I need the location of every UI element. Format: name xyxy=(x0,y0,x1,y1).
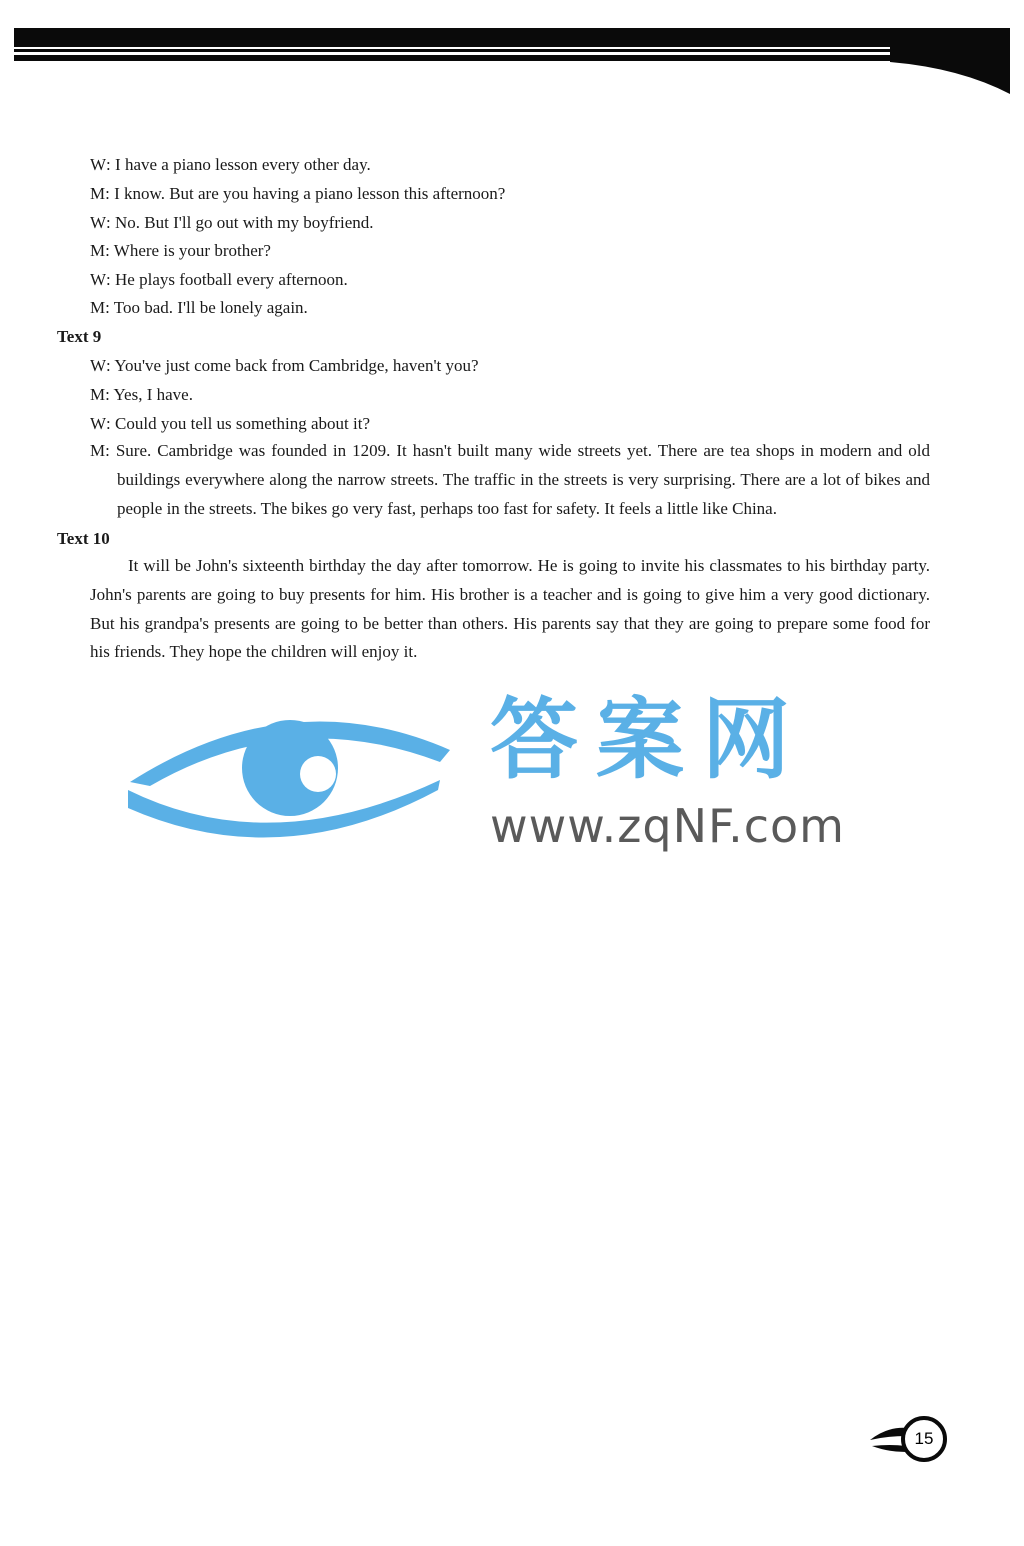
dialog-text: Too bad. I'll be lonely again. xyxy=(113,298,308,317)
dialog-text: I know. But are you having a piano lesson this afternoon? xyxy=(114,184,506,203)
speaker-label: W xyxy=(90,270,107,289)
dialog-line: W: You've just come back from Cambridge, haven't you? xyxy=(90,356,479,375)
speaker-label: M xyxy=(90,184,106,203)
dialog-text: I have a piano lesson every other day. xyxy=(115,155,371,174)
speaker-label: W xyxy=(90,414,107,433)
speaker-label: W xyxy=(90,213,107,232)
speaker-label: M xyxy=(90,441,106,460)
speaker-label: M xyxy=(90,385,106,404)
eye-logo-icon xyxy=(120,690,460,870)
dialog-line: W: I have a piano lesson every other day. xyxy=(90,155,371,174)
dialog-text: Where is your brother? xyxy=(113,241,271,260)
dialog-text: Sure. Cambridge was founded in 1209. It hasn't built many wide streets yet. There are tea shops in modern and old buildings everywhere along the narrow streets. The traffic in the streets is very surprising. There are a lot of bikes and people in the streets. The bikes go very fast, perhaps too fast for safety. It feels a little like China. xyxy=(115,441,930,518)
dialog-line: M: Where is your brother? xyxy=(90,241,271,260)
watermark-chinese: 答案网 xyxy=(490,688,809,791)
dialog-line: M: Yes, I have. xyxy=(90,385,193,404)
dialog-line: W: Could you tell us something about it? xyxy=(90,414,371,433)
text10-paragraph: It will be John's sixteenth birthday the day after tomorrow. He is going to invite his classmates to his birthday party. John's parents are going to buy presents for him. His brother is a teacher and is going to give him a very good dictionary. But his grandpa's presents are going to be better than others. His parents say that they are going to prepare some food for his friends. They hope the children will enjoy it. xyxy=(90,556,930,662)
dialog-text: He plays football every afternoon. xyxy=(115,270,348,289)
dialog-text: You've just come back from Cambridge, haven't you? xyxy=(114,356,479,375)
dialog-line: W: No. But I'll go out with my boyfriend. xyxy=(90,213,374,232)
dialog-line: M: Too bad. I'll be lonely again. xyxy=(90,298,308,317)
speaker-label: W xyxy=(90,356,107,375)
watermark xyxy=(120,690,880,870)
dialog-long-line: M: Sure. Cambridge was founded in 1209. It hasn't built many wide streets yet. There are tea shops in modern and old buildings everywhere along the narrow streets. The traffic in the streets is very surprising. There are a lot of bikes and people in the streets. The bikes go very fast, perhaps too fast for safety. It feels a little like China. xyxy=(90,441,930,518)
speaker-label: M xyxy=(90,241,106,260)
dialog-line: W: He plays football every afternoon. xyxy=(90,270,348,289)
dialog-text: No. But I'll go out with my boyfriend. xyxy=(115,213,374,232)
section-title-text10: Text 10 xyxy=(57,529,110,548)
dialog-text: Could you tell us something about it? xyxy=(115,414,371,433)
dialog-text: Yes, I have. xyxy=(113,385,193,404)
header-banner xyxy=(0,0,1024,100)
dialog-line: M: I know. But are you having a piano lesson this afternoon? xyxy=(90,184,506,203)
speaker-label: W xyxy=(90,155,107,174)
section-title-text9: Text 9 xyxy=(57,327,102,346)
watermark-url: www.zqNF.com xyxy=(490,799,845,853)
page-number: 15 xyxy=(914,1429,934,1448)
speaker-label: M xyxy=(90,298,106,317)
